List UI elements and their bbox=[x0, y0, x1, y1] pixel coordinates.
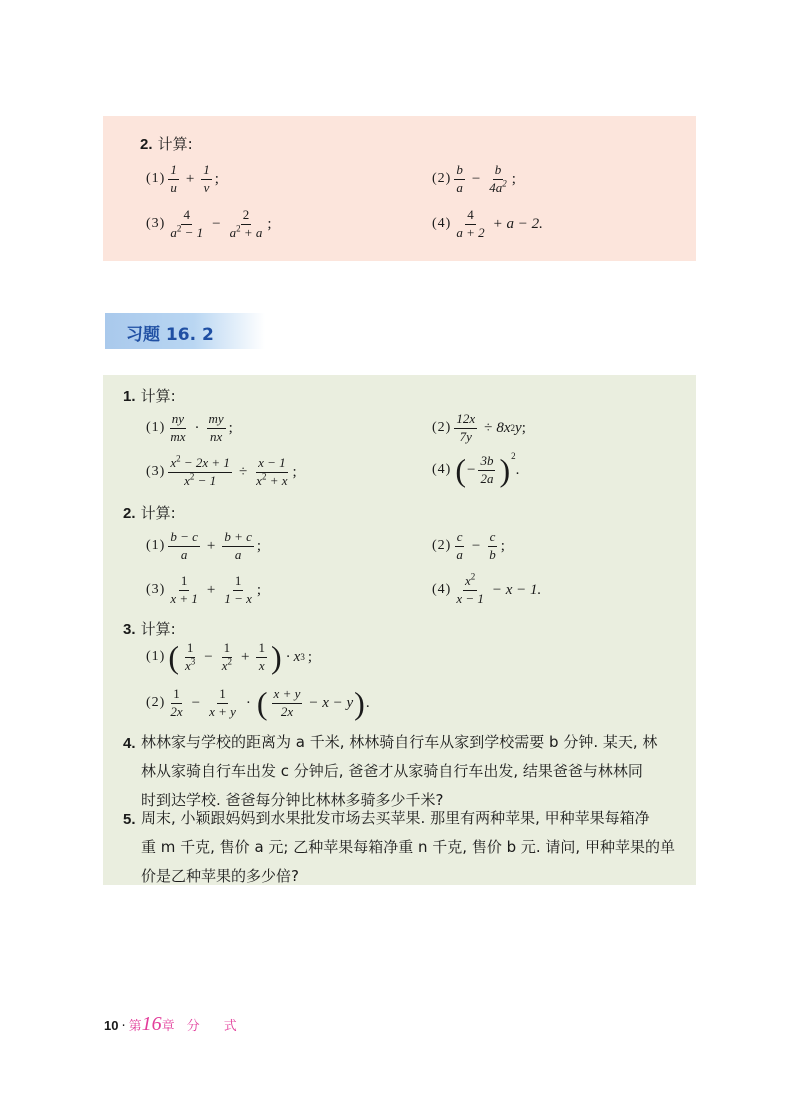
exponent: 3 bbox=[190, 656, 196, 667]
sign: − bbox=[466, 461, 476, 478]
numerator: 1 bbox=[179, 574, 190, 591]
exercise-prompt: 计算: bbox=[157, 135, 193, 153]
denominator-var: a bbox=[229, 224, 237, 240]
term: y bbox=[515, 419, 522, 436]
denominator: 2x bbox=[170, 703, 183, 719]
denominator: u bbox=[170, 179, 177, 195]
numerator-rest: − 2x + 1 bbox=[180, 455, 230, 470]
chapter-number: 16 bbox=[141, 1013, 162, 1035]
item-label: (3) bbox=[146, 464, 166, 480]
e2-item-4 bbox=[432, 571, 542, 607]
denominator-rest: − 1 bbox=[194, 472, 217, 488]
exercise-number: 4. bbox=[123, 735, 136, 752]
exercise-4-text bbox=[141, 728, 701, 815]
numerator: 1 bbox=[168, 163, 179, 180]
operator: + bbox=[206, 537, 216, 554]
page-number: 10 bbox=[104, 1018, 119, 1033]
numerator: b + c bbox=[222, 530, 254, 547]
denominator-var: x bbox=[256, 472, 262, 488]
exponent: 2 bbox=[502, 178, 507, 189]
exponent: 2 bbox=[227, 656, 233, 667]
operator: − bbox=[471, 170, 481, 187]
open-paren: ( bbox=[168, 639, 179, 676]
item-label: (4) bbox=[432, 582, 452, 598]
operator: − bbox=[191, 694, 201, 711]
term: x bbox=[293, 648, 301, 665]
numerator: 1 bbox=[201, 163, 212, 180]
exponent: 2 bbox=[176, 453, 181, 464]
numerator: 1 bbox=[222, 641, 233, 658]
expression-tail: − x − y bbox=[308, 694, 354, 711]
denominator: a + 2 bbox=[456, 224, 485, 240]
denominator-rest: − 1 bbox=[181, 224, 204, 240]
e1-item-4: (4) ( − $\frac{3b}{2a}$ ) 2 . bbox=[432, 451, 520, 489]
punctuation: ; bbox=[511, 170, 516, 187]
punctuation: ; bbox=[500, 537, 505, 554]
punctuation: . bbox=[515, 461, 520, 478]
operator: − bbox=[471, 537, 481, 554]
operator: · bbox=[285, 648, 291, 665]
top-item-4 bbox=[432, 208, 543, 241]
exercise-2-header bbox=[123, 502, 176, 523]
numerator: 3b bbox=[478, 454, 495, 471]
denominator: v bbox=[203, 179, 210, 195]
operator: + bbox=[185, 170, 195, 187]
numerator: 12x bbox=[454, 412, 477, 429]
punctuation: ; bbox=[214, 170, 219, 187]
operator: ÷ bbox=[238, 463, 248, 480]
denominator: x bbox=[221, 657, 228, 673]
denominator: a bbox=[234, 546, 242, 562]
exponent: 2 bbox=[261, 471, 267, 482]
denominator-var: x bbox=[184, 472, 190, 488]
punctuation: ; bbox=[267, 215, 272, 232]
text-line: 林林家与学校的距离为 a 千米, 林林骑自行车从家到学校需要 b 分钟. 某天, 林 bbox=[141, 733, 658, 751]
denominator: x bbox=[184, 657, 191, 673]
chapter-prefix: 第 bbox=[128, 1019, 142, 1034]
chapter-suffix: 章 bbox=[161, 1019, 175, 1034]
close-paren: ) bbox=[354, 685, 365, 722]
denominator-rest: + x bbox=[266, 472, 288, 488]
item-label: (4) bbox=[432, 216, 452, 232]
item-label: (3) bbox=[146, 216, 166, 232]
denominator: x bbox=[258, 657, 265, 673]
e1-item-3 bbox=[146, 453, 297, 489]
exercise-number: 3. bbox=[123, 621, 136, 638]
denominator: x + 1 bbox=[170, 590, 198, 606]
text-line: 重 m 千克, 售价 a 元; 乙种苹果每箱净重 n 千克, 售价 b 元. 请问, 甲种苹果的单 bbox=[141, 838, 675, 856]
exercise-prompt: 计算: bbox=[140, 387, 176, 405]
denominator-var: a bbox=[170, 224, 177, 240]
numerator: x − 1 bbox=[256, 456, 288, 473]
denominator: 7y bbox=[459, 428, 472, 444]
numerator-var: x bbox=[170, 455, 177, 470]
item-label: (4) bbox=[432, 462, 452, 478]
numerator: 4 bbox=[181, 208, 192, 225]
e1-item-2: (2) $\frac{12x}{7y}$ ÷ 8x 2 y ; bbox=[432, 411, 526, 444]
text-line: 周末, 小颖跟妈妈到水果批发市场去买苹果. 那里有两种苹果, 甲种苹果每箱净 bbox=[141, 809, 650, 827]
operator: ÷ bbox=[484, 419, 493, 436]
operator: − bbox=[204, 648, 213, 665]
section-title: 习题 16. 2 bbox=[126, 325, 214, 345]
denominator: 2a bbox=[480, 470, 494, 486]
punctuation: ; bbox=[292, 463, 297, 480]
denominator: 4a bbox=[489, 179, 503, 195]
exercise-number: 2. bbox=[140, 136, 153, 153]
page-footer bbox=[104, 1013, 247, 1036]
numerator-var: x bbox=[464, 573, 471, 588]
exercise-prompt: 计算: bbox=[140, 504, 176, 522]
exercise-number: 5. bbox=[123, 811, 136, 828]
numerator: 4 bbox=[465, 208, 476, 225]
denominator: a bbox=[456, 179, 463, 195]
e2-item-2 bbox=[432, 530, 505, 563]
numerator: 1 bbox=[256, 641, 267, 658]
text-line: 价是乙种苹果的多少倍? bbox=[141, 867, 299, 885]
numerator: b bbox=[454, 163, 465, 180]
numerator: c bbox=[488, 530, 498, 547]
e1-item-1 bbox=[146, 412, 233, 445]
numerator: 1 bbox=[171, 687, 182, 704]
item-label: (2) bbox=[146, 695, 166, 711]
exponent: 2 bbox=[176, 223, 182, 234]
top-item-2 bbox=[432, 163, 516, 196]
item-label: (1) bbox=[146, 649, 166, 665]
item-label: (2) bbox=[432, 538, 452, 554]
item-label: (1) bbox=[146, 420, 166, 436]
chapter-title: 分 式 bbox=[186, 1019, 247, 1034]
punctuation: ; bbox=[228, 419, 233, 436]
exponent: 2 bbox=[470, 571, 476, 582]
e2-item-3 bbox=[146, 574, 261, 607]
item-label: (1) bbox=[146, 538, 166, 554]
term: 8x bbox=[496, 419, 511, 436]
numerator: c bbox=[455, 530, 465, 547]
open-paren: ( bbox=[455, 452, 466, 489]
top-item-1 bbox=[146, 163, 219, 196]
punctuation: ; bbox=[256, 537, 262, 554]
denominator: x + y bbox=[209, 703, 236, 719]
numerator: ny bbox=[170, 412, 186, 429]
operator: − bbox=[212, 215, 221, 232]
punctuation: ; bbox=[307, 648, 312, 665]
separator: · bbox=[121, 1019, 126, 1034]
exercise-number: 1. bbox=[123, 388, 136, 405]
item-label: (2) bbox=[432, 171, 452, 187]
item-label: (1) bbox=[146, 171, 166, 187]
top-exercise-header bbox=[140, 133, 193, 154]
close-paren: ) bbox=[499, 452, 511, 489]
denominator: mx bbox=[170, 428, 186, 444]
denominator: nx bbox=[209, 428, 223, 444]
exercise-3-header bbox=[123, 618, 176, 639]
numerator: b bbox=[493, 163, 504, 180]
close-paren: ) bbox=[270, 639, 282, 676]
numerator: 1 bbox=[233, 574, 244, 591]
item-label: (2) bbox=[432, 420, 452, 436]
numerator: 1 bbox=[185, 641, 196, 658]
e3-item-2 bbox=[146, 687, 370, 720]
expression-tail: + a − 2. bbox=[492, 215, 543, 232]
numerator: 2 bbox=[241, 208, 252, 225]
denominator: a bbox=[456, 546, 463, 562]
open-paren: ( bbox=[256, 685, 268, 722]
operator: + bbox=[206, 581, 216, 598]
exponent: 2 bbox=[236, 223, 241, 234]
exponent: 2 bbox=[189, 471, 195, 482]
denominator: 2x bbox=[280, 703, 294, 719]
numerator: x + y bbox=[272, 687, 303, 704]
text-line: 林从家骑自行车出发 c 分钟后, 爸爸才从家骑自行车出发, 结果爸爸与林林同 bbox=[141, 762, 643, 780]
numerator: 1 bbox=[217, 687, 228, 704]
text-line: 时到达学校. 爸爸每分钟比林林多骑多少千米? bbox=[141, 791, 444, 809]
operator: + bbox=[241, 648, 250, 665]
denominator-rest: + a bbox=[240, 224, 263, 240]
e3-item-1: (1) ( $\frac{1}{x^3}$ − $\frac{1}{x^2}$ + $\frac{1}{x}$ ) · x 3 ; bbox=[146, 639, 312, 676]
exercise-prompt: 计算: bbox=[140, 620, 176, 638]
exercise-5-text bbox=[141, 804, 701, 891]
numerator: my bbox=[207, 412, 226, 429]
punctuation: ; bbox=[521, 419, 526, 436]
denominator: 1 − x bbox=[224, 590, 252, 606]
operator: · bbox=[194, 419, 200, 436]
top-item-3 bbox=[146, 208, 272, 241]
exercise-number: 2. bbox=[123, 505, 136, 522]
denominator: a bbox=[180, 546, 188, 562]
punctuation: . bbox=[365, 694, 370, 711]
denominator: x − 1 bbox=[456, 590, 484, 606]
numerator: b − c bbox=[168, 530, 200, 547]
item-label: (3) bbox=[146, 582, 166, 598]
operator: · bbox=[245, 694, 251, 711]
exercise-1-header bbox=[123, 385, 176, 406]
denominator: b bbox=[489, 546, 496, 562]
e2-item-1 bbox=[146, 530, 261, 563]
punctuation: ; bbox=[256, 581, 262, 598]
expression-tail: − x − 1. bbox=[491, 581, 542, 598]
